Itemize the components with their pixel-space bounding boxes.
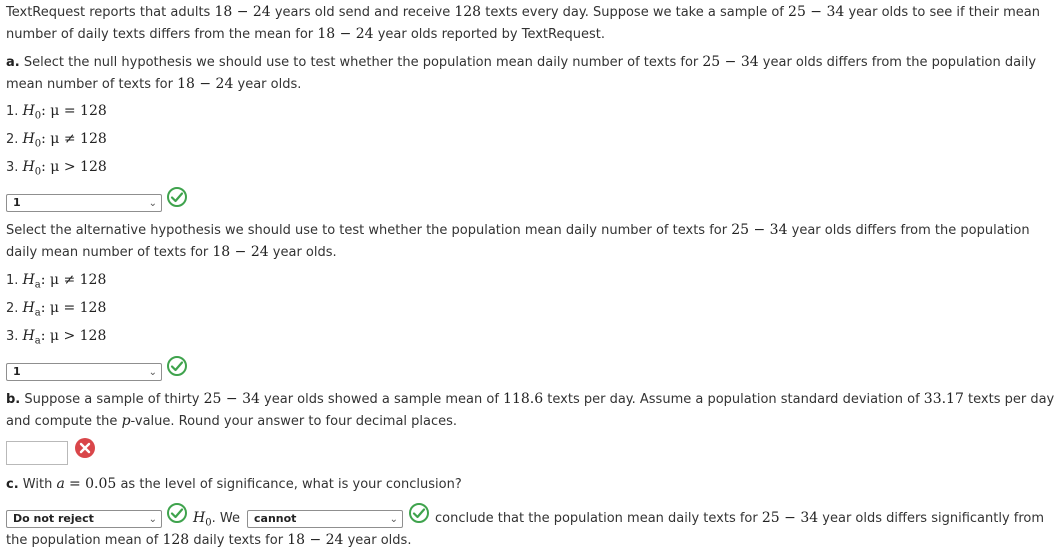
conclusion-line-2 xyxy=(6,530,411,551)
option-number: 1. xyxy=(6,273,19,288)
option-number: 3. xyxy=(6,329,19,344)
range-25-34: 25 − 34 xyxy=(731,222,788,238)
null-hypothesis-select[interactable] xyxy=(6,194,162,212)
part-a-text: year olds differs from the population daily xyxy=(762,55,1037,70)
option-number: 2. xyxy=(6,301,19,316)
part-alt-line-2 xyxy=(6,242,337,263)
check-icon xyxy=(167,356,187,376)
range-18-24: 18 − 24 xyxy=(214,4,271,20)
hypothesis-relation: : μ > 128 xyxy=(40,328,107,344)
option-number: 1. xyxy=(6,104,19,119)
we-text: . We xyxy=(211,511,240,526)
hypothesis-subscript: a xyxy=(34,307,41,319)
hypothesis-symbol: H xyxy=(22,159,35,175)
hypothesis-relation: : μ > 128 xyxy=(41,159,107,175)
range-25-34: 25 − 34 xyxy=(203,391,260,407)
hypothesis-symbol: H xyxy=(22,328,35,344)
conclusion-line-1 xyxy=(435,508,1044,529)
intro-text: texts every day. Suppose we take a sample of xyxy=(485,5,784,20)
part-c-label: c. xyxy=(6,477,19,492)
hypothesis-symbol: H xyxy=(193,510,206,526)
part-b-text: Suppose a sample of thirty xyxy=(24,392,200,407)
range-18-24: 18 − 24 xyxy=(177,76,234,92)
hypothesis-subscript: a xyxy=(34,335,41,347)
hypothesis-symbol: H xyxy=(22,131,35,147)
hypothesis-subscript: a xyxy=(34,279,41,291)
alpha-symbol: a xyxy=(56,476,65,492)
range-25-34: 25 − 34 xyxy=(788,4,845,20)
conclusion-text: year olds. xyxy=(347,533,412,548)
chevron-down-icon: ⌄ xyxy=(148,367,157,378)
alt-option-1 xyxy=(6,270,106,296)
part-c-question xyxy=(6,474,462,495)
chevron-down-icon: ⌄ xyxy=(389,514,398,525)
part-b-text: and compute the xyxy=(6,414,118,429)
hypothesis-symbol: H xyxy=(22,103,35,119)
intro-line-1 xyxy=(6,2,1040,23)
part-alt-line-1 xyxy=(6,220,1030,241)
part-c-text: as the level of significance, what is your conclusion? xyxy=(120,477,462,492)
range-25-34: 25 − 34 xyxy=(702,54,759,70)
part-a-line-2 xyxy=(6,74,301,95)
conclusion-text: year olds differs significantly from xyxy=(822,511,1045,526)
option-number: 3. xyxy=(6,160,19,175)
chevron-down-icon: ⌄ xyxy=(148,514,157,525)
alt-option-3 xyxy=(6,326,106,352)
conclusion-text: the population mean of xyxy=(6,533,159,548)
part-a-text: mean number of texts for xyxy=(6,77,173,92)
intro-text: number of daily texts differs from the mean for xyxy=(6,27,314,42)
hypothesis-relation: : μ ≠ 128 xyxy=(41,131,107,147)
hypothesis-subscript: 0 xyxy=(34,110,42,122)
p-value-input[interactable] xyxy=(6,441,68,465)
part-b-text: -value. Round your answer to four decimal places. xyxy=(130,414,458,429)
part-a-text: Select the null hypothesis we should use to test whether the population mean daily number of texts for xyxy=(23,55,699,70)
intro-line-2 xyxy=(6,24,605,45)
error-x-icon xyxy=(75,438,95,458)
range-18-24: 18 − 24 xyxy=(287,532,344,548)
null-option-2 xyxy=(6,129,107,155)
intro-text: TextRequest reports that adults xyxy=(6,5,211,20)
alpha-value: = 0.05 xyxy=(68,476,117,492)
range-18-24: 18 − 24 xyxy=(317,26,374,42)
select-value: Do not reject xyxy=(13,512,94,525)
part-a-line-1 xyxy=(6,52,1036,73)
select-value: cannot xyxy=(254,512,297,525)
part-alt-text: daily mean number of texts for xyxy=(6,245,209,260)
chevron-down-icon: ⌄ xyxy=(148,198,157,209)
hypothesis-symbol: H xyxy=(22,272,35,288)
option-number: 2. xyxy=(6,132,19,147)
hypothesis-symbol: H xyxy=(22,300,35,316)
part-alt-text: year olds differs from the population xyxy=(791,223,1030,238)
part-c-text: With xyxy=(22,477,53,492)
can-cannot-select[interactable] xyxy=(247,510,403,528)
intro-text: year olds reported by TextRequest. xyxy=(377,27,605,42)
p-symbol: p xyxy=(121,413,131,429)
reject-decision-select[interactable] xyxy=(6,510,162,528)
part-a-text: year olds. xyxy=(237,77,302,92)
population-sd: 33.17 xyxy=(923,391,964,407)
hypothesis-subscript: 0 xyxy=(205,517,212,529)
range-25-34: 25 − 34 xyxy=(761,510,819,526)
part-alt-text: Select the alternative hypothesis we should use to test whether the population mean daily number of texts for xyxy=(6,223,728,238)
intro-text: year olds to see if their mean xyxy=(848,5,1040,20)
hypothesis-relation: : μ = 128 xyxy=(40,300,107,316)
number-128: 128 xyxy=(162,532,190,548)
part-b-line-1 xyxy=(6,389,1054,410)
range-18-24: 18 − 24 xyxy=(212,244,269,260)
check-icon xyxy=(167,187,187,207)
conclusion-text: conclude that the population mean daily texts for xyxy=(435,511,758,526)
alt-hypothesis-select[interactable] xyxy=(6,363,162,381)
null-option-3 xyxy=(6,157,107,183)
part-b-label: b. xyxy=(6,392,21,407)
part-b-text: texts per day. Assume a population standard deviation of xyxy=(547,392,920,407)
conclusion-text: daily texts for xyxy=(193,533,284,548)
sample-mean: 118.6 xyxy=(503,391,544,407)
select-value: 1 xyxy=(13,196,21,209)
alt-option-2 xyxy=(6,298,106,324)
select-value: 1 xyxy=(13,365,21,378)
part-b-text: texts per day xyxy=(968,392,1054,407)
part-b-text: year olds showed a sample mean of xyxy=(264,392,499,407)
intro-text: years old send and receive xyxy=(274,5,451,20)
check-icon xyxy=(409,503,429,523)
part-b-line-2 xyxy=(6,411,457,432)
hypothesis-relation: : μ ≠ 128 xyxy=(40,272,107,288)
hypothesis-relation: : μ = 128 xyxy=(41,103,107,119)
null-option-1 xyxy=(6,101,107,127)
hypothesis-subscript: 0 xyxy=(34,138,42,150)
number-128: 128 xyxy=(454,4,482,20)
part-a-label: a. xyxy=(6,55,20,70)
hypothesis-subscript: 0 xyxy=(34,166,42,178)
check-icon xyxy=(167,503,187,523)
part-alt-text: year olds. xyxy=(272,245,337,260)
